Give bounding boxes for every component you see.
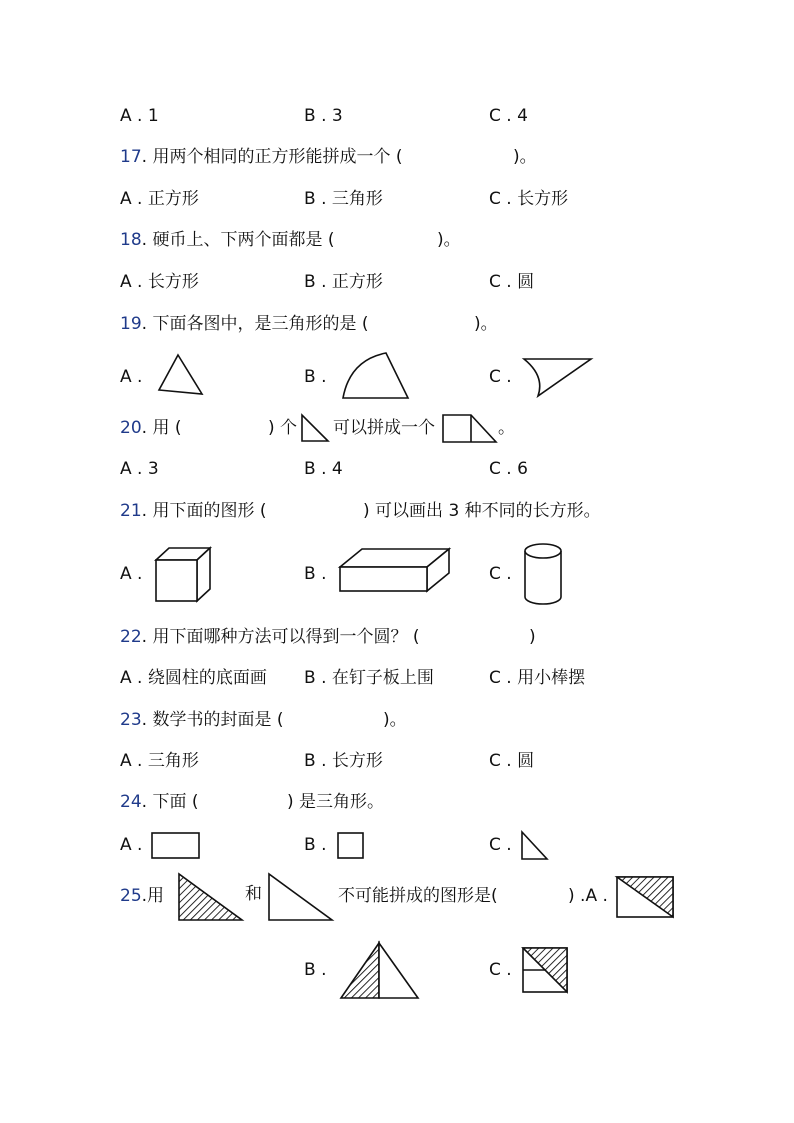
q20-text-part2: ) 个	[268, 418, 298, 438]
q20-stem	[120, 418, 181, 438]
q23-close: )。	[383, 710, 407, 730]
q20-option-b: B . 4	[304, 459, 343, 479]
q23-option-c: C . 圆	[489, 751, 535, 771]
q24-option-a: A .	[120, 835, 143, 855]
q16-option-a: A . 1	[120, 106, 159, 126]
q17-option-b: B . 三角形	[304, 189, 383, 209]
q25-stem	[120, 886, 164, 906]
q24-option-c: C .	[489, 835, 512, 855]
q24-text: . 下面 (	[141, 792, 199, 812]
q17-close: )。	[513, 147, 537, 167]
q18-text: . 硬币上、下两个面都是 (	[141, 230, 335, 250]
q25-option-c-figure	[520, 945, 570, 995]
q18-option-c: C . 圆	[489, 272, 535, 292]
q22-number: 22	[120, 627, 142, 647]
q20-text-part3: 可以拼成一个	[333, 418, 435, 438]
q19-close: )。	[474, 314, 498, 334]
q19-triangle-figure	[156, 352, 206, 398]
q20-text-part4: 。	[498, 418, 515, 438]
q22-stem	[120, 627, 419, 647]
q22-option-b: B . 在钉子板上围	[304, 668, 434, 688]
q20-small-triangle-figure	[299, 412, 331, 444]
q18-close: )。	[437, 230, 461, 250]
q20-option-a: A . 3	[120, 459, 159, 479]
q19-sector-figure	[340, 350, 412, 402]
q21-cuboid-figure	[337, 545, 453, 595]
q24-stem	[120, 792, 198, 812]
q22-option-c: C . 用小棒摆	[489, 668, 586, 688]
q19-stem	[120, 314, 368, 334]
q16-option-b: B . 3	[304, 106, 343, 126]
q23-text: . 数学书的封面是 (	[141, 710, 284, 730]
q21-cylinder-figure	[521, 542, 565, 608]
q19-option-a: A .	[120, 367, 143, 387]
q17-option-a: A . 正方形	[120, 189, 199, 209]
q17-option-c: C . 长方形	[489, 189, 569, 209]
q19-option-c: C .	[489, 367, 512, 387]
q25-text-and: 和	[245, 884, 262, 904]
q21-option-a: A .	[120, 564, 143, 584]
q24-number: 24	[120, 792, 142, 812]
q20-text: . 用 (	[141, 418, 182, 438]
q19-option-b: B .	[304, 367, 327, 387]
q23-number: 23	[120, 710, 142, 730]
q18-stem	[120, 230, 334, 250]
q23-stem	[120, 710, 283, 730]
q25-option-a-figure	[614, 874, 676, 920]
q21-option-c: C .	[489, 564, 512, 584]
q21-option-b: B .	[304, 564, 327, 584]
q25-white-triangle-figure	[266, 870, 336, 924]
q16-option-c: C . 4	[489, 106, 528, 126]
q25-text-part3: 不可能拼成的图形是(	[338, 886, 498, 906]
q25-option-b: B .	[304, 960, 327, 980]
q25-option-b-figure	[338, 940, 424, 1002]
q17-text: . 用两个相同的正方形能拼成一个 (	[141, 147, 403, 167]
q17-number: 17	[120, 147, 142, 167]
q19-number: 19	[120, 314, 142, 334]
q18-number: 18	[120, 230, 142, 250]
q25-text: .用	[141, 886, 165, 906]
q24-option-b: B .	[304, 835, 327, 855]
q23-option-a: A . 三角形	[120, 751, 199, 771]
q18-option-b: B . 正方形	[304, 272, 383, 292]
q22-text: . 用下面哪种方法可以得到一个圆？ (	[141, 627, 420, 647]
q21-cube-figure	[153, 545, 213, 605]
q24-rectangle-figure	[150, 831, 202, 861]
q25-number: 25	[120, 886, 142, 906]
q20-number: 20	[120, 418, 142, 438]
q25-option-c: C .	[489, 960, 512, 980]
q21-text: . 用下面的图形 (	[141, 501, 267, 521]
q18-option-a: A . 长方形	[120, 272, 199, 292]
q21-number: 21	[120, 501, 142, 521]
q19-text: . 下面各图中，是三角形的是 (	[141, 314, 369, 334]
q21-stem	[120, 501, 266, 521]
q23-option-b: B . 长方形	[304, 751, 383, 771]
q20-trapezoid-figure	[441, 413, 499, 445]
q24-close: ) 是三角形。	[287, 792, 385, 812]
q24-triangle-figure	[519, 829, 551, 863]
q17-stem	[120, 147, 402, 167]
q21-close: ) 可以画出 3 种不同的长方形。	[363, 501, 601, 521]
q22-option-a: A . 绕圆柱的底面画	[120, 668, 267, 688]
q24-square-figure	[336, 831, 366, 861]
q22-close: )	[529, 627, 536, 647]
q25-text-part4: ) .A .	[568, 886, 608, 906]
q25-shaded-triangle-figure	[176, 870, 246, 924]
q20-option-c: C . 6	[489, 459, 528, 479]
q19-curved-triangle-figure	[521, 354, 595, 400]
